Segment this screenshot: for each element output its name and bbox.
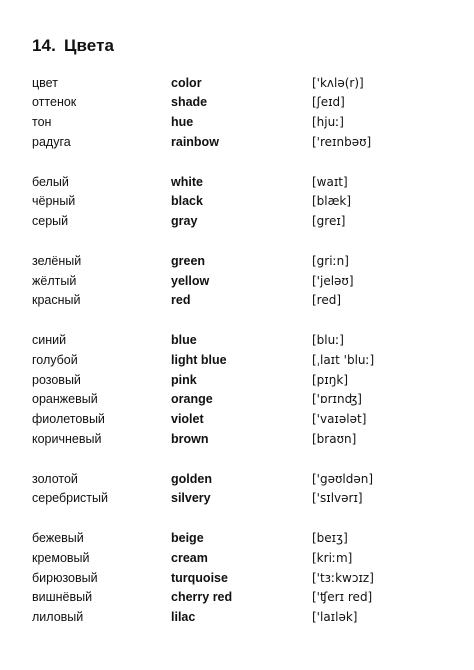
transcription: [red] — [312, 293, 342, 308]
vocab-row — [0, 470, 474, 488]
transcription: [hjuː] — [312, 115, 344, 130]
russian-word: серебристый — [32, 491, 109, 506]
english-word: red — [171, 293, 191, 308]
vocab-row — [0, 410, 474, 428]
russian-word: красный — [32, 293, 81, 308]
transcription: [kriːm] — [312, 550, 353, 565]
russian-word: серый — [32, 214, 69, 229]
english-word: lilac — [171, 610, 196, 625]
english-word: black — [171, 194, 203, 209]
transcription: ['vaɪələt] — [312, 412, 367, 427]
transcription: [blæk] — [312, 194, 352, 209]
transcription: [beɪʒ] — [312, 530, 348, 545]
english-word: orange — [171, 392, 213, 407]
transcription: [griːn] — [312, 253, 349, 268]
vocab-row — [0, 569, 474, 587]
english-word: golden — [171, 471, 212, 486]
vocab-row — [0, 252, 474, 270]
russian-word: жёлтый — [32, 273, 77, 288]
english-word: hue — [171, 115, 194, 130]
vocab-row — [0, 371, 474, 389]
vocab-row — [0, 351, 474, 369]
russian-word: синий — [32, 332, 67, 347]
section-number: 14. — [32, 36, 56, 55]
transcription: ['ɒrɪnʤ] — [312, 392, 362, 407]
russian-word: чёрный — [32, 194, 76, 209]
transcription: ['sɪlvərɪ] — [312, 491, 363, 506]
vocab-row — [0, 588, 474, 606]
section-title: Цвета — [63, 36, 115, 55]
vocab-row — [0, 529, 474, 547]
russian-word: тон — [32, 115, 52, 130]
russian-word: цвет — [32, 75, 58, 90]
transcription: ['jeləʊ] — [312, 273, 354, 288]
english-word: green — [171, 253, 206, 268]
english-word: rainbow — [171, 134, 219, 149]
vocab-row — [0, 74, 474, 92]
vocab-row — [0, 608, 474, 626]
vocab-row — [0, 113, 474, 131]
vocab-row — [0, 430, 474, 448]
english-word: brown — [171, 431, 209, 446]
transcription: [ˌlaɪt 'bluː] — [312, 352, 375, 367]
transcription: ['gəʊldən] — [312, 471, 374, 486]
russian-word: оттенок — [32, 95, 77, 110]
vocab-row — [0, 192, 474, 210]
russian-word: кремовый — [32, 550, 90, 565]
english-word: color — [171, 75, 202, 90]
transcription: ['tɜːkwɔɪz] — [312, 570, 374, 585]
russian-word: зелёный — [32, 253, 82, 268]
transcription: [waɪt] — [312, 174, 348, 189]
english-word: gray — [171, 214, 198, 229]
english-word: cream — [171, 550, 208, 565]
russian-word: бежевый — [32, 530, 84, 545]
english-word: pink — [171, 372, 197, 387]
english-word: shade — [171, 95, 208, 110]
english-word: silvery — [171, 491, 211, 506]
russian-word: оранжевый — [32, 392, 98, 407]
vocab-row — [0, 549, 474, 567]
vocab-row — [0, 489, 474, 507]
russian-word: розовый — [32, 372, 81, 387]
transcription: ['kʌlə(r)] — [312, 75, 364, 90]
transcription: [pɪŋk] — [312, 372, 348, 387]
russian-word: голубой — [32, 352, 78, 367]
vocab-row — [0, 390, 474, 408]
transcription: ['laɪlək] — [312, 610, 358, 625]
russian-word: коричневый — [32, 431, 102, 446]
russian-word: золотой — [32, 471, 78, 486]
transcription: ['ʧerɪ red] — [312, 590, 373, 605]
russian-word: белый — [32, 174, 69, 189]
russian-word: фиолетовый — [32, 412, 105, 427]
english-word: blue — [171, 332, 197, 347]
english-word: turquoise — [171, 570, 228, 585]
vocab-row — [0, 212, 474, 230]
russian-word: бирюзовый — [32, 570, 98, 585]
transcription: [bluː] — [312, 332, 344, 347]
transcription: [ʃeɪd] — [312, 95, 345, 110]
english-word: white — [171, 174, 203, 189]
russian-word: вишнёвый — [32, 590, 93, 605]
english-word: violet — [171, 412, 204, 427]
russian-word: лиловый — [32, 610, 84, 625]
russian-word: радуга — [32, 134, 71, 149]
transcription: [braʊn] — [312, 431, 357, 446]
vocab-row — [0, 133, 474, 151]
english-word: beige — [171, 530, 204, 545]
english-word: light blue — [171, 352, 227, 367]
vocab-row — [0, 173, 474, 191]
english-word: cherry red — [171, 590, 233, 605]
page-title — [32, 36, 114, 56]
vocab-row — [0, 291, 474, 309]
vocab-row — [0, 93, 474, 111]
vocab-row — [0, 272, 474, 290]
transcription: ['reɪnbəʊ] — [312, 134, 372, 149]
transcription: [greɪ] — [312, 214, 346, 229]
english-word: yellow — [171, 273, 210, 288]
vocab-row — [0, 331, 474, 349]
